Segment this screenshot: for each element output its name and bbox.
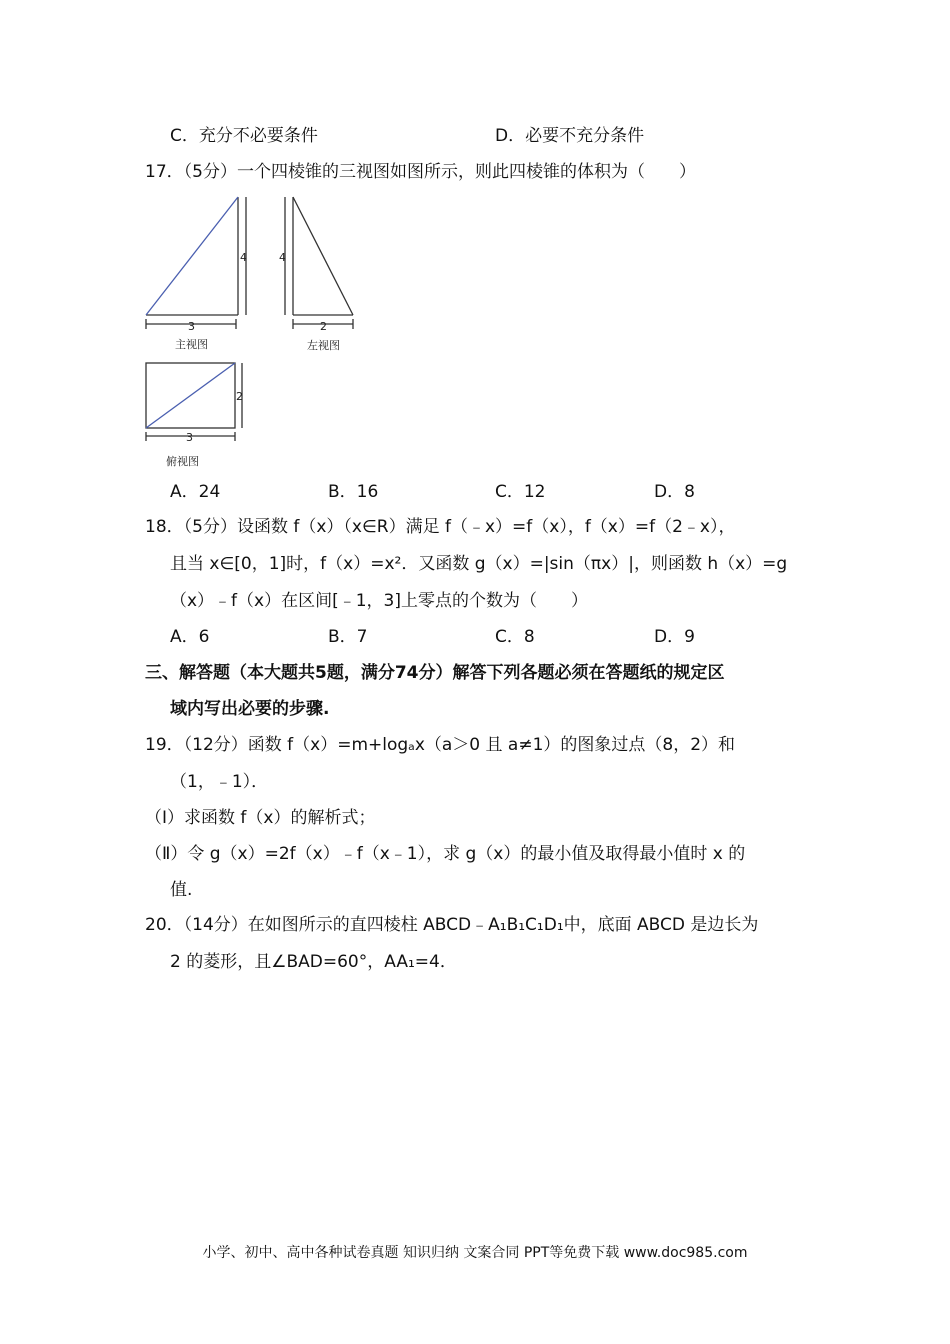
q17-option-d: D．8 [654,482,695,502]
q16-option-d: D．必要不充分条件 [495,126,645,146]
q17-option-b: B．16 [328,482,379,502]
front-view-caption: 主视图 [175,338,208,351]
top-view-caption: 俯视图 [166,455,199,468]
side-view-height-label: 4 [279,251,286,264]
q18-option-c: C．8 [495,627,535,647]
side-view-figure [275,193,365,358]
q18-option-a: A．6 [170,627,210,647]
q18-line-3: （x）﹣f（x）在区间[﹣1，3]上零点的个数为（ ） [170,591,589,611]
q20-line-2: 2 的菱形，且∠BAD=60°，AA₁=4． [170,952,457,972]
q16-option-c: C．充分不必要条件 [170,126,318,146]
q19-part-2-line-1: （Ⅱ）令 g（x）=2f（x）﹣f（x﹣1），求 g（x）的最小值及取得最小值时 x 的 [145,844,746,864]
q19-part-2-line-2: 值. [170,880,193,900]
front-view-width-label: 3 [188,320,195,333]
q19-part-1: （Ⅰ）求函数 f（x）的解析式； [145,808,376,828]
q17-stem: 17．（5分）一个四棱锥的三视图如图所示，则此四棱锥的体积为（ ） [145,162,696,182]
q17-option-c: C．12 [495,482,546,502]
section3-heading-line-2: 域内写出必要的步骤. [170,699,330,719]
q18-line-1: 18．（5分）设函数 f（x）（x∈R）满足 f（﹣x）=f（x），f（x）=f（2﹣x）， [145,517,736,537]
q19-line-2: （1，﹣1）． [170,772,269,792]
q20-line-1: 20．（14分）在如图所示的直四棱柱 ABCD﹣A₁B₁C₁D₁中，底面 ABCD 是边长为 [145,915,759,935]
section3-heading-line-1: 三、解答题（本大题共5题，满分74分）解答下列各题必须在答题纸的规定区 [145,663,725,683]
top-view-figure [140,355,260,470]
q18-option-b: B．7 [328,627,368,647]
side-view-caption: 左视图 [307,339,340,352]
top-view-height-label: 2 [236,390,243,403]
q19-line-1: 19．（12分）函数 f（x）=m+logₐx（a＞0 且 a≠1）的图象过点（8，2）和 [145,735,736,755]
top-view-width-label: 3 [186,431,193,444]
side-view-width-label: 2 [320,320,327,333]
page-footer: 小学、初中、高中各种试卷真题 知识归纳 文案合同 PPT等免费下载 www.doc985.com [202,1245,748,1261]
q18-option-d: D．9 [654,627,695,647]
q18-line-2: 且当 x∈[0，1]时，f（x）=x²．又函数 g（x）=|sin（πx）|，则函数 h（x）=g [170,554,788,574]
front-view-height-label: 4 [240,251,247,264]
front-view-figure [140,193,260,358]
q17-option-a: A．24 [170,482,221,502]
